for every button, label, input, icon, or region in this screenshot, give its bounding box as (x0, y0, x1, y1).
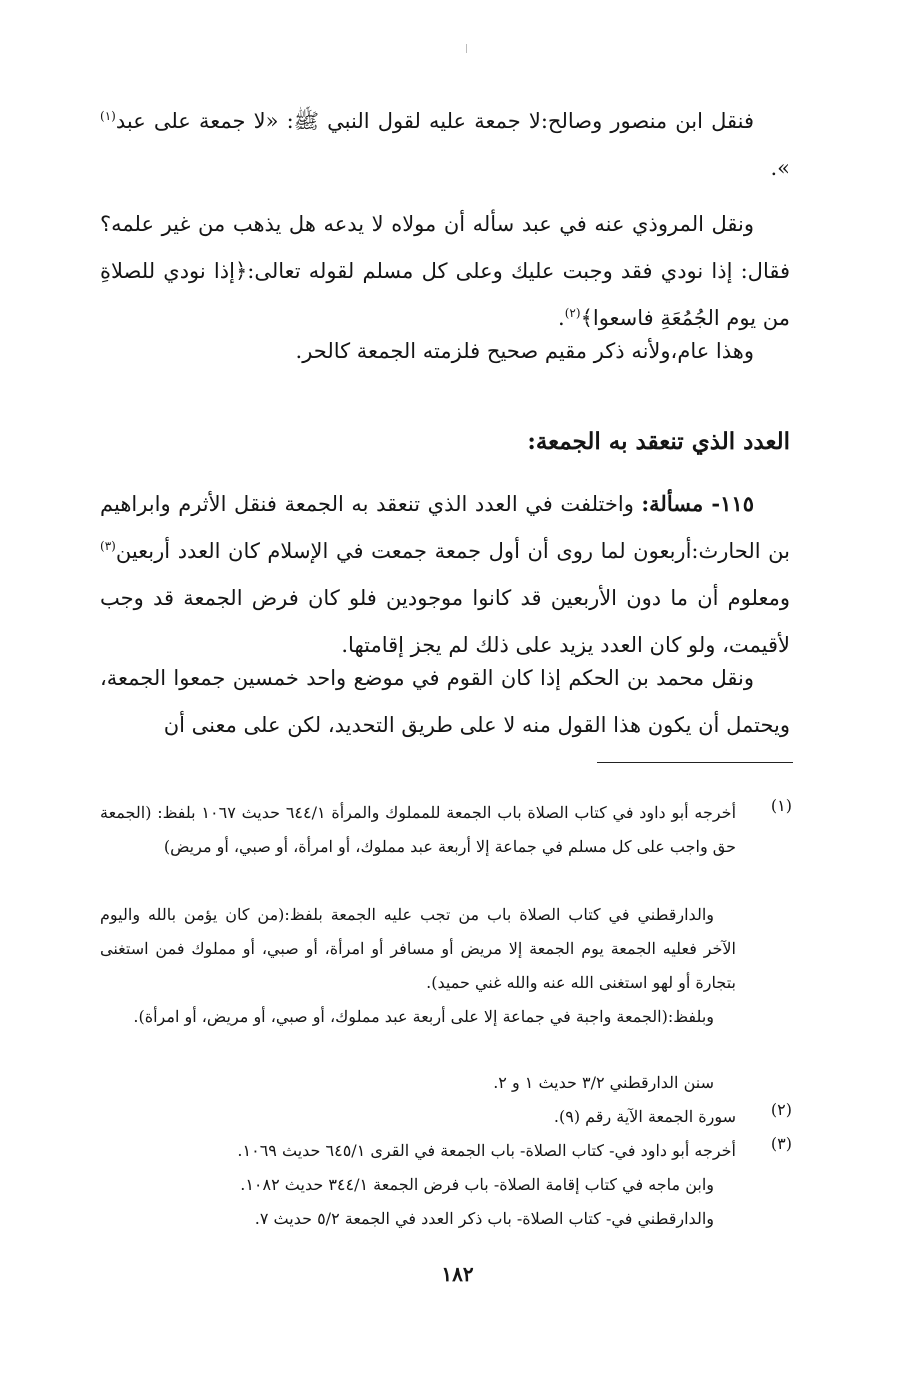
section-heading (100, 418, 790, 465)
paragraph-4 (100, 480, 790, 669)
paragraph-2-text: ونقل المروذي عنه في عبد سأله أن مولاه لا يدعه هل يذهب من غير علمه؟ فقال: إذا نودي فقد وجبت عليك وعلى كل مسلم لقوله تعالى:﴿إذا نودي للصلاةِ من يوم الجُمُعَةِ فاسعوا﴾ (100, 212, 790, 330)
paragraph-3 (100, 328, 790, 375)
paragraph-1 (100, 98, 790, 192)
footnote-1-number: (١) (770, 796, 792, 815)
footnote-1-text-a: أخرجه أبو داود في كتاب الصلاة باب الجمعة للمملوك والمرأة ٦٤٤/١ حديث ١٠٦٧ بلفظ: (الجمعة حق واجب على كل مسلم في جماعة إلا أربعة عبد مملوك، أو امرأة، أو صبي، أو مريض) (100, 803, 737, 856)
issue-number: ١١٥- مسألة: (641, 491, 754, 516)
footnote-ref-1: (١) (100, 109, 116, 123)
scan-mark (466, 44, 467, 53)
footnote-1-text-c: وبلفظ:(الجمعة واجبة في جماعة إلا على أربعة عبد مملوك، أو صبي، أو مريض، أو امرأة). (133, 1007, 714, 1026)
footnote-ref-3: (٣) (100, 539, 116, 553)
paragraph-1-end: ». (770, 156, 790, 180)
section-heading-text: العدد الذي تنعقد به الجمعة: (527, 428, 790, 455)
footnote-3-text-a: أخرجه أبو داود في- كتاب الصلاة- باب الجمعة في القرى ٦٤٥/١ حديث ١٠٦٩. (237, 1141, 736, 1160)
footnote-3-text-c: والدارقطني في- كتاب الصلاة- باب ذكر العدد في الجمعة ٥/٢ حديث ٧. (254, 1209, 714, 1228)
paragraph-1-text: فنقل ابن منصور وصالح:لا جمعة عليه لقول النبي ﷺ: «لا جمعة على عبد (115, 109, 754, 133)
footnote-separator (597, 762, 793, 763)
page-number: ١٨٢ (441, 1262, 474, 1286)
paragraph-5 (100, 655, 790, 749)
footnote-ref-2: (٢) (564, 306, 581, 320)
footnote-3-number: (٣) (770, 1134, 792, 1153)
paragraph-2-end: . (558, 306, 565, 330)
paragraph-4-text-a: واختلفت في العدد الذي تنعقد به الجمعة فنقل الأثرم وابراهيم بن الحارث:أربعون لما روى أن أول جمعة جمعت في الإسلام كان العدد أربعين (100, 492, 790, 563)
footnote-2-number: (٢) (770, 1100, 792, 1119)
paragraph-2 (100, 201, 790, 342)
footnote-3-text-b: وابن ماجه في كتاب إقامة الصلاة- باب فرض الجمعة ٣٤٤/١ حديث ١٠٨٢. (240, 1175, 714, 1194)
footnote-1-text-d: سنن الدارقطني ٣/٢ حديث ١ و ٢. (493, 1073, 714, 1092)
paragraph-5-text: ونقل محمد بن الحكم إذا كان القوم في موضع واحد خمسين جمعوا الجمعة، ويحتمل أن يكون هذا القول منه لا على طريق التحديد، لكن على معنى أن (100, 666, 790, 737)
paragraph-3-text: وهذا عام،ولأنه ذكر مقيم صحيح فلزمته الجمعة كالحر. (295, 339, 754, 363)
footnote-1-text-b: والدارقطني في كتاب الصلاة باب من تجب عليه الجمعة بلفظ:(من كان يؤمن بالله واليوم الآخر فعليه الجمعة يوم الجمعة إلا مريض أو مسافر أو امرأة، أو صبي، أو مملوك فمن استغنى بتجارة أو لهو استغنى الله عنه والله غني حميد). (100, 905, 736, 992)
paragraph-4-text-b: ومعلوم أن ما دون الأربعين قد كانوا موجودين فلو كان فرض الجمعة قد وجب لأقيمت، ولو كان العدد يزيد على ذلك لم يجز إقامتها. (100, 586, 790, 657)
footnote-2-text: سورة الجمعة الآية رقم (٩). (553, 1107, 736, 1126)
